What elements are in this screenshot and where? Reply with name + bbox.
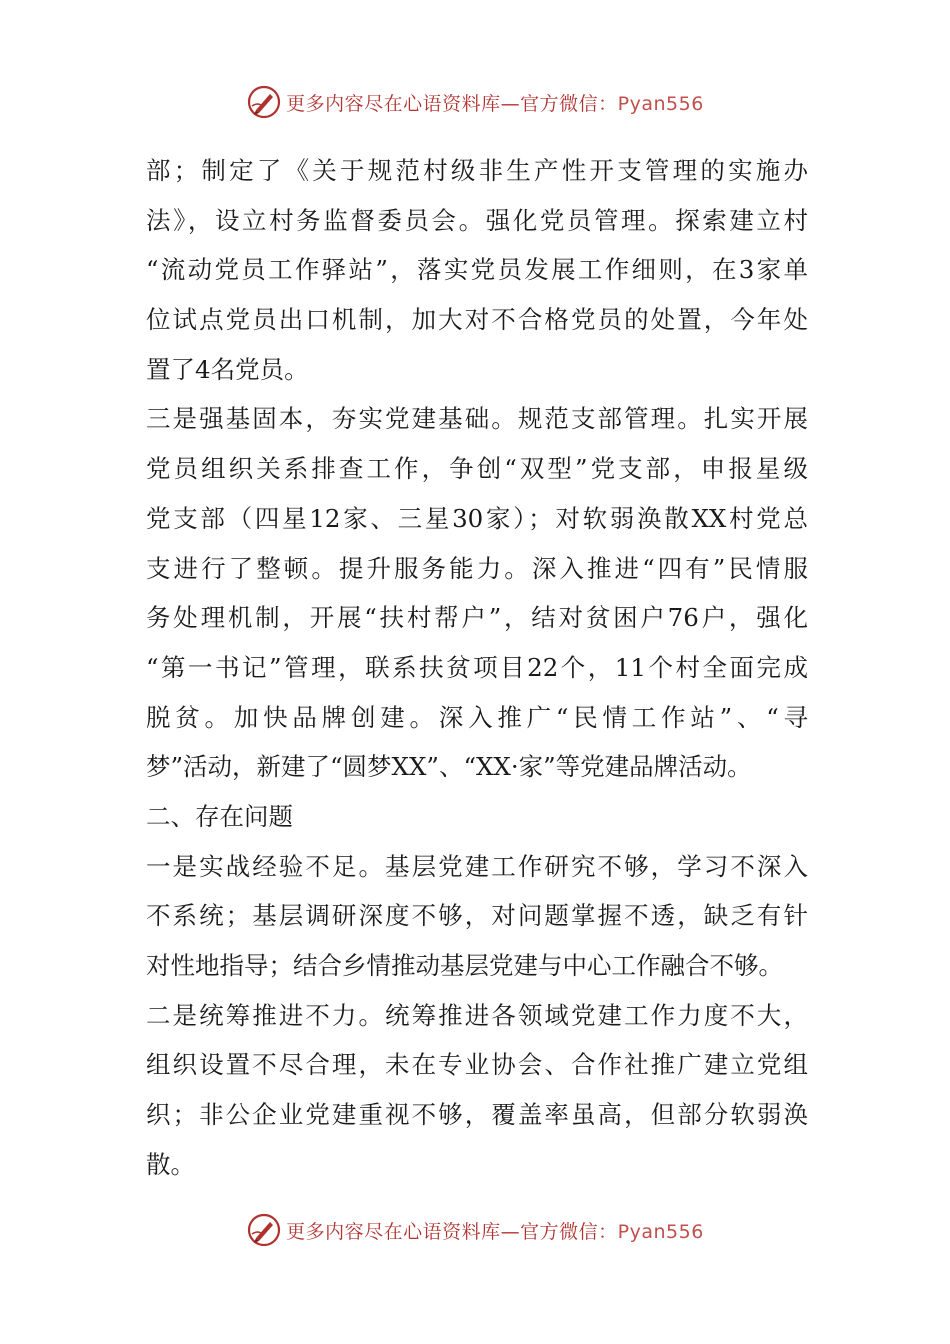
text-line: 对性地指导；结合乡情推动基层党建与中心工作融合不够。 bbox=[146, 951, 783, 980]
text-line: 务处理机制，开展“扶村帮户”，结对贫困户76户，强化 bbox=[146, 603, 808, 633]
text-line: “第一书记”管理，联系扶贫项目22个，11个村全面完成 bbox=[146, 652, 808, 682]
footer-banner bbox=[0, 1210, 950, 1250]
pen-logo-icon bbox=[246, 84, 282, 120]
header-banner bbox=[0, 82, 950, 122]
text-line: 散。 bbox=[146, 1149, 195, 1179]
text-line: 不系统；基层调研深度不够，对问题掌握不透，缺乏有针 bbox=[146, 901, 808, 931]
text-line: 二是统筹推进不力。统筹推进各领域党建工作力度不大， bbox=[146, 1000, 808, 1030]
text-line: 党支部（四星12家、三星30家）；对软弱涣散XX村党总 bbox=[146, 503, 808, 533]
text-line: 二、存在问题 bbox=[146, 801, 293, 831]
text-line: 支进行了整顿。提升服务能力。深入推进“四有”民情服 bbox=[146, 553, 808, 583]
header-banner-text: 更多内容尽在心语资料库—官方微信：Pyan556 bbox=[286, 92, 704, 115]
text-line: 三是强基固本，夯实党建基础。规范支部管理。扎实开展 bbox=[146, 404, 808, 434]
text-line: 脱贫。加快品牌创建。深入推广“民情工作站”、“寻 bbox=[146, 702, 808, 732]
text-line: 一是实战经验不足。基层党建工作研究不够，学习不深入 bbox=[146, 851, 808, 881]
text-line: “流动党员工作驿站”，落实党员发展工作细则，在3家单 bbox=[146, 255, 808, 285]
text-line: 置了4名党员。 bbox=[146, 354, 309, 384]
text-line: 党员组织关系排查工作，争创“双型”党支部，申报星级 bbox=[146, 454, 808, 484]
document-body bbox=[146, 146, 808, 1189]
text-line: 法》，设立村务监督委员会。强化党员管理。探索建立村 bbox=[146, 205, 808, 235]
pen-logo-icon bbox=[246, 1212, 282, 1248]
footer-banner-text: 更多内容尽在心语资料库—官方微信：Pyan556 bbox=[286, 1220, 704, 1243]
text-line: 织；非公企业党建重视不够，覆盖率虽高，但部分软弱涣 bbox=[146, 1100, 808, 1130]
text-line: 部；制定了《关于规范村级非生产性开支管理的实施办 bbox=[146, 156, 808, 185]
text-line: 组织设置不尽合理，未在专业协会、合作社推广建立党组 bbox=[146, 1050, 808, 1080]
text-line: 位试点党员出口机制，加大对不合格党员的处置，今年处 bbox=[146, 305, 808, 335]
text-line: 梦”活动，新建了“圆梦XX”、“XX·家”等党建品牌活动。 bbox=[146, 752, 752, 782]
